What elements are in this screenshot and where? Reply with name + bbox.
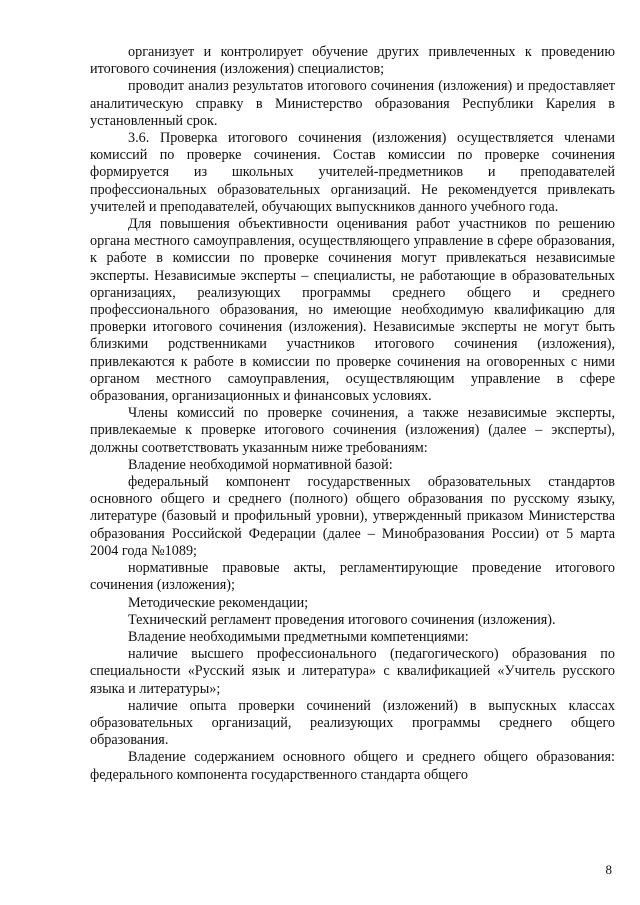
paragraph-8: нормативные правовые акты, регламентирующие проведение итогового сочинения (изложения); (90, 560, 615, 594)
paragraph-6: Владение необходимой нормативной базой: (128, 456, 393, 473)
paragraph-13: наличие опыта проверки сочинений (изложений) в выпускных классах образовательных организаций, реализующих программы среднего общего образования. (90, 697, 615, 749)
body-text (90, 44, 615, 784)
paragraph-5: Члены комиссий по проверке сочинения, а также независимые эксперты, привлекаемые к проверке итогового сочинения (изложения) (далее – эксперты), должны соответствовать указанным ниже требованиям: (90, 405, 615, 456)
page-number: 8 (605, 862, 612, 877)
paragraph-14: Владение содержанием основного общего и среднего общего образования: федерального компонента государственного стандарта общего (90, 749, 615, 783)
paragraph-3: 3.6. Проверка итогового сочинения (изложения) осуществляется членами комиссий по проверке сочинения. Состав комиссии по проверке сочинения формируется из школьных учителей-предметников и преподавателей профессиональных образовательных организаций. Не рекомендуется привлекать учителей и преподавателей, обучающих выпускников данного учебного года. (90, 130, 615, 215)
paragraph-4: Для повышения объективности оценивания работ участников по решению органа местного самоуправления, осуществляющего управление в сфере образования, к работе в комиссии по проверке сочинения могут привлекаться независимые эксперты. Независимые эксперты – специалисты, не работающие в образовательных организациях, реализующих программы среднего общего и среднего профессионального образования, но имеющие необходимую квалификацию для проверки итогового сочинения (изложения). Независимые эксперты не могут быть близкими родственниками участников итогового сочинения (изложения), привлекаются к работе в комиссии по проверке сочинения на оговоренных с ними органом местного самоуправления, осуществляющим управление в сфере образования, организационных и финансовых условиях. (90, 216, 615, 405)
paragraph-11: Владение необходимыми предметными компетенциями: (128, 628, 469, 645)
paragraph-7: федеральный компонент государственных образовательных стандартов основного общего и среднего (полного) общего образования по русскому языку, литературе (базовый и профильный уровни), утвержденный приказом Министерства образования Российской Федерации (далее – Минобразования России) от 5 марта 2004 года №1089; (90, 474, 615, 559)
paragraph-1: организует и контролирует обучение других привлеченных к проведению итогового сочинения (изложения) специалистов; (90, 44, 615, 78)
paragraph-10: Технический регламент проведения итогового сочинения (изложения). (128, 611, 556, 628)
paragraph-9: Методические рекомендации; (128, 594, 309, 611)
paragraph-12: наличие высшего профессионального (педагогического) образования по специальности «Русский язык и литература» с квалификацией «Учитель русского языка и литературы»; (90, 646, 615, 697)
paragraph-2: проводит анализ результатов итогового сочинения (изложения) и предоставляет аналитическую справку в Министерство образования Республики Карелия в установленный срок. (90, 78, 615, 129)
